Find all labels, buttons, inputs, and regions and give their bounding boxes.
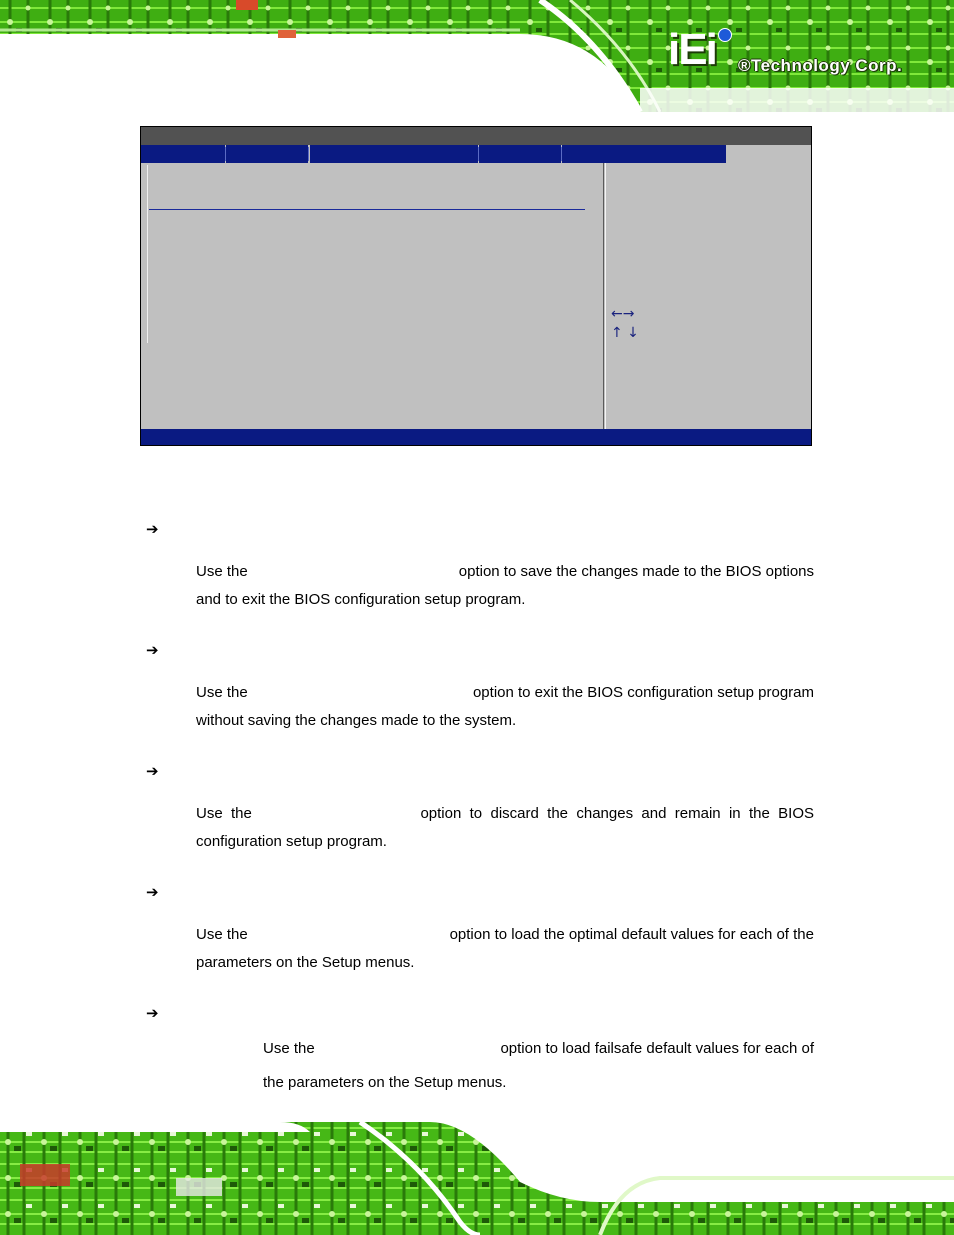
bios-panel-separator [603, 163, 604, 430]
bios-menu-bar [141, 145, 811, 163]
paragraph-tail: option to load failsafe default values for each of [500, 1040, 814, 1057]
paragraph-tail: option to discard the changes and remain in the BIOS [420, 805, 814, 822]
menu-separator [478, 147, 479, 161]
paragraph-tail: option to exit the BIOS configuration setup program [472, 684, 814, 701]
up-down-arrows-icon: ↑ ↓ [611, 325, 639, 341]
paragraph-lead: Use the [196, 805, 252, 822]
section-paragraph-3 [196, 800, 814, 856]
paragraph-line2: the parameters on the Setup menus. [263, 1074, 507, 1091]
bios-navigation-legend [611, 305, 639, 343]
header-banner [0, 0, 954, 112]
bios-menu-tab-security[interactable] [562, 145, 726, 163]
section-paragraph-1 [196, 558, 814, 614]
bios-title-bar [141, 127, 811, 145]
paragraph-line2: without saving the changes made to the system. [196, 712, 517, 729]
bios-menu-tab-advanced[interactable] [226, 145, 308, 163]
circuit-board-footer-graphic [0, 1122, 954, 1235]
paragraph-lead: Use the [196, 684, 248, 701]
iei-logo-mark: iEi [668, 25, 716, 74]
footer-banner [0, 1122, 954, 1235]
section-paragraph-5 [263, 1032, 814, 1100]
bios-menu-tab-main[interactable] [141, 145, 225, 163]
menu-separator [561, 147, 562, 161]
paragraph-line2: parameters on the Setup menus. [196, 954, 415, 971]
bios-exit-menu-screenshot [140, 126, 812, 446]
bios-menu-tab-pcipnp[interactable] [310, 145, 478, 163]
logo-blue-dot [718, 28, 732, 42]
paragraph-lead: Use the [196, 563, 248, 580]
bios-menu-tab-boot[interactable] [479, 145, 561, 163]
menu-separator [225, 147, 226, 161]
bios-status-bar [141, 429, 811, 445]
section-paragraph-4 [196, 921, 814, 977]
paragraph-tail: option to load the optimal default values for each of the [449, 926, 814, 943]
paragraph-line2: and to exit the BIOS configuration setup program. [196, 591, 526, 608]
bios-panel-separator-highlight [605, 163, 606, 430]
menu-separator [308, 147, 309, 161]
paragraph-tail: option to save the changes made to the BIOS options [458, 563, 814, 580]
bullet-arrow-icon: ➔ [146, 1004, 159, 1022]
paragraph-line2: configuration setup program. [196, 833, 387, 850]
bullet-arrow-icon: ➔ [146, 641, 159, 659]
section-paragraph-2 [196, 679, 814, 735]
bios-panel-edge [147, 165, 148, 343]
bios-heading-underline [149, 209, 585, 210]
company-name: ®Technology Corp. [738, 56, 903, 75]
left-right-arrows-icon: ←→ [611, 306, 635, 322]
bullet-arrow-icon: ➔ [146, 762, 159, 780]
bullet-arrow-icon: ➔ [146, 883, 159, 901]
paragraph-lead: Use the [196, 926, 248, 943]
paragraph-lead: Use the [263, 1040, 315, 1057]
bullet-arrow-icon: ➔ [146, 520, 159, 538]
